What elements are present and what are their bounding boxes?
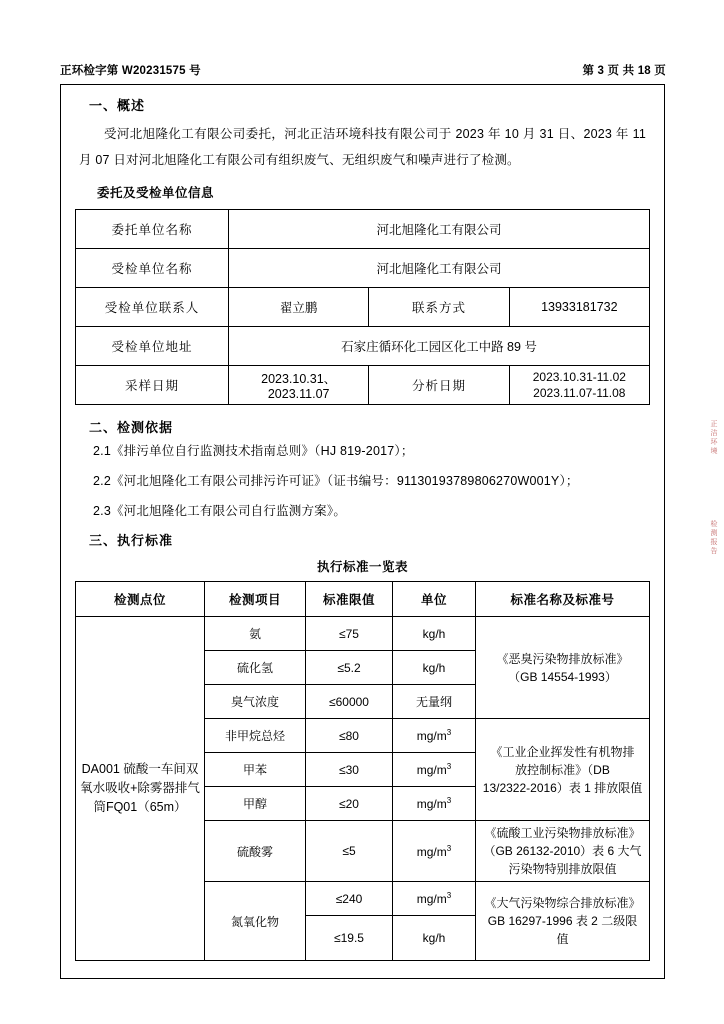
standard-name [476, 617, 650, 719]
unit-value: kg/h [393, 651, 476, 685]
limit-value: ≤19.5 [306, 916, 393, 961]
standard-line: 《工业企业挥发性有机物排 [490, 744, 635, 759]
item-name: 臭气浓度 [205, 685, 306, 719]
row-label: 委托单位名称 [76, 210, 229, 249]
row-value: 2023.10.31、2023.11.07 [229, 366, 369, 405]
section-2-item-1: 2.1《排污单位自行监测技术指南总则》（HJ 819-2017）； [93, 444, 414, 458]
col-header-limit: 标准限值 [306, 582, 393, 617]
table-row [76, 366, 650, 405]
page-header [60, 62, 666, 78]
col-header-standard: 标准名称及标准号 [476, 582, 650, 617]
side-watermark-b: 检测报告 [710, 520, 717, 556]
unit-value: $mg/m^3$ [393, 787, 476, 821]
standard-line: GB 16297-1996 表 2 二级限值 [487, 914, 638, 946]
section-2-item-3: 2.3《河北旭隆化工有限公司自行监测方案》。 [93, 504, 347, 518]
page-number: 第 3 页 共 18 页 [582, 65, 666, 77]
limit-value: ≤75 [306, 617, 393, 651]
table-row [76, 210, 650, 249]
table-row [76, 617, 650, 651]
item-name: 甲醇 [205, 787, 306, 821]
col-header-item: 检测项目 [205, 582, 306, 617]
section-3-title: 三、执行标准 [89, 533, 174, 548]
table-header-row [76, 582, 650, 617]
row-value-2 [509, 366, 649, 405]
unit-value: $mg/m^3$ [393, 821, 476, 882]
row-value: 翟立鹏 [229, 288, 369, 327]
limit-value: ≤240 [306, 882, 393, 916]
analysis-date-line-2: 2023.11.07-11.08 [533, 386, 626, 400]
row-label: 受检单位地址 [76, 327, 229, 366]
row-value-2: 13933181732 [509, 288, 649, 327]
table-row [76, 327, 650, 366]
standard-line: （GB 26132-2010）表 6 大气 [483, 844, 642, 858]
standard-name [476, 719, 650, 821]
standard-line: 13/2322-2016）表 1 排放限值 [482, 780, 643, 795]
row-label-2: 分析日期 [369, 366, 509, 405]
standards-table [75, 581, 650, 961]
unit-value: $mg/m^3$ [393, 719, 476, 753]
row-label: 采样日期 [76, 366, 229, 405]
row-value: 河北旭隆化工有限公司 [229, 249, 650, 288]
section-2-item-2: 2.2《河北旭隆化工有限公司排污许可证》（证书编号：91130193789806270W001Y）； [93, 474, 579, 488]
limit-value: ≤30 [306, 753, 393, 787]
item-name: 甲苯 [205, 753, 306, 787]
report-number: 正环检字第 W20231575 号 [60, 65, 201, 77]
standard-name [476, 821, 650, 882]
standard-line: 《大气污染物综合排放标准》 [484, 896, 641, 910]
row-value: 石家庄循环化工园区化工中路 89 号 [229, 327, 650, 366]
row-label: 受检单位名称 [76, 249, 229, 288]
side-watermark-a: 正洁环境 [710, 420, 717, 456]
section-1-paragraph: 受河北旭隆化工有限公司委托，河北正洁环境科技有限公司于 2023 年 10 月 31 日、2023 年 11 月 07 日对河北旭隆化工有限公司有组织废气、无组织废气和噪声进行了检测。 [79, 127, 646, 167]
standard-name [476, 882, 650, 961]
col-header-unit: 单位 [393, 582, 476, 617]
col-header-point: 检测点位 [76, 582, 205, 617]
item-name: 硫化氢 [205, 651, 306, 685]
analysis-date-line-1: 2023.10.31-11.02 [532, 370, 626, 384]
unit-value: kg/h [393, 916, 476, 961]
standard-line: 放控制标准》（DB [515, 762, 610, 777]
client-info-table [75, 209, 650, 405]
limit-value: ≤5.2 [306, 651, 393, 685]
limit-value: ≤80 [306, 719, 393, 753]
item-name: 硫酸雾 [205, 821, 306, 882]
report-body-frame [60, 84, 665, 979]
section-1-title: 一、概述 [89, 98, 146, 113]
standard-line: 《硫酸工业污染物排放标准》 [484, 826, 641, 840]
standard-line: 《恶臭污染物排放标准》 [496, 651, 629, 666]
item-name: 氨 [205, 617, 306, 651]
row-value: 河北旭隆化工有限公司 [229, 210, 650, 249]
table-row [76, 249, 650, 288]
item-name: 非甲烷总烃 [205, 719, 306, 753]
limit-value: ≤5 [306, 821, 393, 882]
item-name: 氮氧化物 [205, 882, 306, 961]
section-2-title: 二、检测依据 [89, 420, 174, 435]
limit-value: ≤20 [306, 787, 393, 821]
unit-value: $mg/m^3$ [393, 882, 476, 916]
row-label: 受检单位联系人 [76, 288, 229, 327]
section-1-subtitle: 委托及受检单位信息 [97, 186, 215, 200]
unit-value: $mg/m^3$ [393, 753, 476, 787]
unit-value: kg/h [393, 617, 476, 651]
standard-line: （GB 14554-1993） [508, 669, 617, 684]
standards-table-caption: 执行标准一览表 [316, 560, 408, 574]
limit-value: ≤60000 [306, 685, 393, 719]
row-label-2: 联系方式 [369, 288, 509, 327]
monitor-point: DA001 硫酸一车间双氧水吸收+除雾器排气筒FQ01（65m） [76, 617, 205, 961]
standard-line: 污染物特别排放限值 [508, 862, 617, 876]
unit-value: 无量纲 [393, 685, 476, 719]
table-row [76, 288, 650, 327]
